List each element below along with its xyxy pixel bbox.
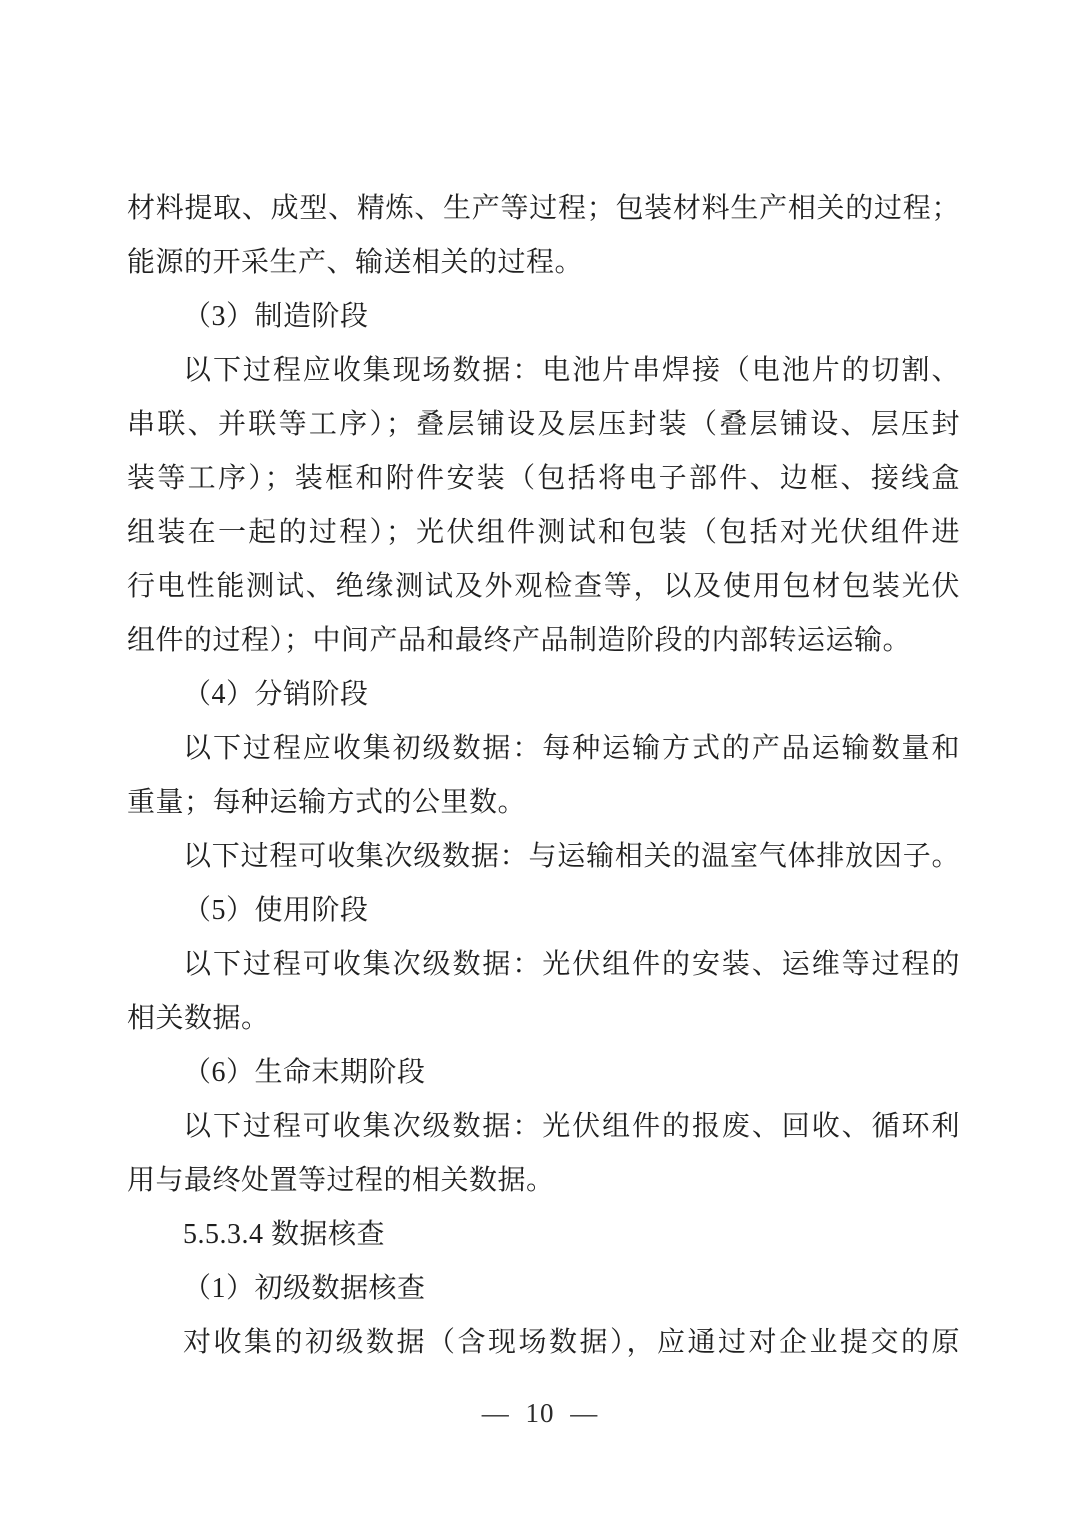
text-line: （5）使用阶段 bbox=[183, 895, 369, 926]
page-footer bbox=[0, 1398, 1080, 1429]
text-line: （4）分销阶段 bbox=[183, 679, 369, 710]
text-line: （6）生命末期阶段 bbox=[183, 1057, 426, 1088]
document-body bbox=[127, 182, 960, 1370]
text-line: 材料提取、成型、精炼、生产等过程；包装材料生产相关的过程； bbox=[127, 193, 960, 224]
text-line: 重量；每种运输方式的公里数。 bbox=[127, 787, 527, 818]
text-line: 能源的开采生产、输送相关的过程。 bbox=[127, 247, 584, 278]
text-line: 以下过程可收集次级数据：光伏组件的报废、回收、循环利 bbox=[183, 1111, 960, 1142]
text-line: 相关数据。 bbox=[127, 1003, 270, 1034]
text-line: 用与最终处置等过程的相关数据。 bbox=[127, 1165, 555, 1196]
text-line: 以下过程应收集初级数据：每种运输方式的产品运输数量和 bbox=[183, 733, 960, 764]
text-line: 以下过程可收集次级数据：光伏组件的安装、运维等过程的 bbox=[183, 949, 960, 980]
text-line: 以下过程应收集现场数据：电池片串焊接（电池片的切割、 bbox=[183, 355, 960, 386]
text-line: 组件的过程）；中间产品和最终产品制造阶段的内部转运运输。 bbox=[127, 625, 912, 656]
text-line: 以下过程可收集次级数据：与运输相关的温室气体排放因子。 bbox=[183, 841, 960, 872]
text-line: 对收集的初级数据（含现场数据），应通过对企业提交的原 bbox=[183, 1327, 960, 1358]
text-line: 行电性能测试、绝缘测试及外观检查等，以及使用包材包装光伏 bbox=[127, 571, 960, 602]
text-line: 装等工序）；装框和附件安装（包括将电子部件、边框、接线盒 bbox=[127, 463, 960, 494]
text-line: 组装在一起的过程）；光伏组件测试和包装（包括对光伏组件进 bbox=[127, 517, 960, 548]
page-number: — 10 — bbox=[481, 1398, 599, 1428]
text-line: 5.5.3.4 数据核查 bbox=[183, 1219, 386, 1250]
text-line: （1）初级数据核查 bbox=[183, 1273, 426, 1304]
text-line: （3）制造阶段 bbox=[183, 301, 369, 332]
text-line: 串联、并联等工序）；叠层铺设及层压封装（叠层铺设、层压封 bbox=[127, 409, 960, 440]
